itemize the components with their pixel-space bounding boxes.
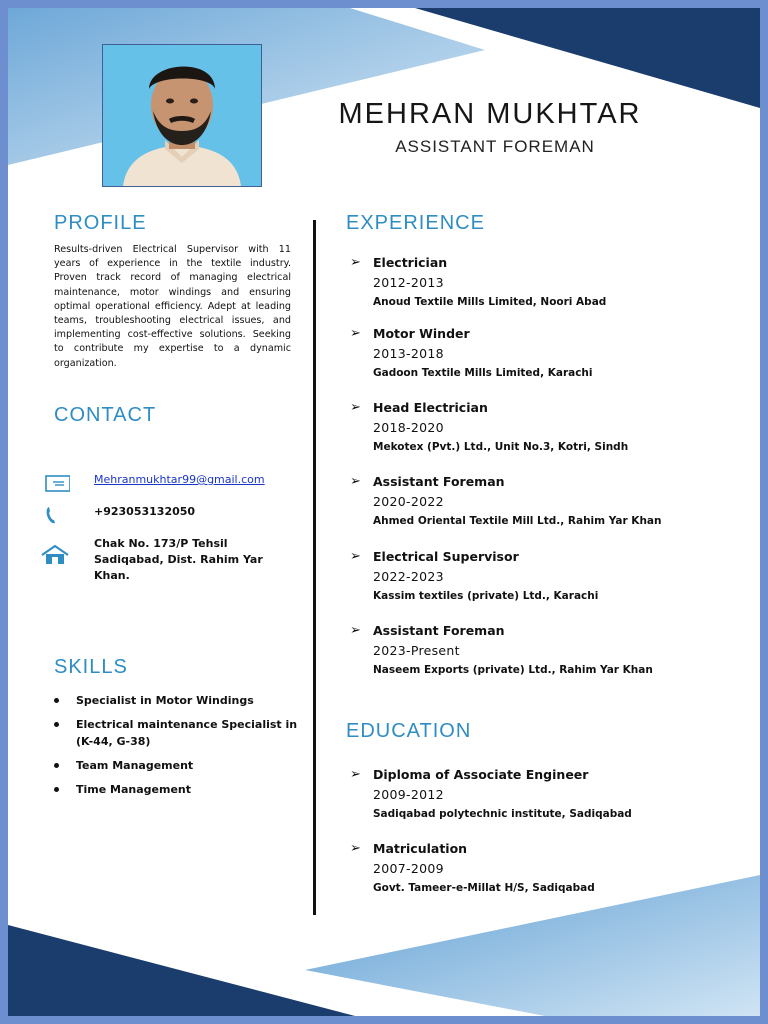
- person-portrait-icon: [103, 45, 261, 186]
- job-title: Assistant Foreman: [373, 474, 505, 489]
- profile-heading: PROFILE: [54, 212, 147, 234]
- arrow-bullet-icon: ➢: [350, 255, 361, 270]
- skills-heading: SKILLS: [54, 656, 128, 678]
- job-years: 2022-2023: [373, 569, 444, 584]
- candidate-role: ASSISTANT FOREMAN: [395, 137, 595, 156]
- job-company: Naseem Exports (private) Ltd., Rahim Yar Khan: [373, 664, 653, 676]
- degree-years: 2007-2009: [373, 861, 444, 876]
- phone-icon: [40, 504, 70, 526]
- job-company: Ahmed Oriental Textile Mill Ltd., Rahim Yar Khan: [373, 515, 662, 527]
- degree-institute: Sadiqabad polytechnic institute, Sadiqabad: [373, 808, 632, 820]
- degree-title: Diploma of Associate Engineer: [373, 767, 589, 782]
- job-company: Anoud Textile Mills Limited, Noori Abad: [373, 296, 607, 308]
- arrow-bullet-icon: ➢: [350, 623, 361, 638]
- experience-heading: EXPERIENCE: [346, 212, 485, 234]
- degree-title: Matriculation: [373, 841, 468, 856]
- skill-item: Team Management: [54, 757, 299, 774]
- email-link[interactable]: Mehranmukhtar99@gmail.com: [94, 473, 265, 486]
- job-title: Electrical Supervisor: [373, 549, 519, 564]
- job-years: 2018-2020: [373, 420, 444, 435]
- degree-years: 2009-2012: [373, 787, 444, 802]
- phone-number: +923053132050: [94, 505, 196, 518]
- job-years: 2023-Present: [373, 643, 460, 658]
- skills-list: [54, 692, 299, 805]
- job-title: Head Electrician: [373, 400, 488, 415]
- arrow-bullet-icon: ➢: [350, 400, 361, 415]
- skill-item: Specialist in Motor Windings: [54, 692, 299, 709]
- profile-photo: [102, 44, 262, 187]
- arrow-bullet-icon: ➢: [350, 549, 361, 564]
- education-heading: EDUCATION: [346, 720, 472, 742]
- job-company: Kassim textiles (private) Ltd., Karachi: [373, 590, 599, 602]
- arrow-bullet-icon: ➢: [350, 326, 361, 341]
- address-text: Chak No. 173/P Tehsil Sadiqabad, Dist. Rahim Yar Khan.: [94, 537, 263, 582]
- skill-item: Electrical maintenance Specialist in (K-44, G-38): [54, 716, 299, 750]
- job-title: Electrician: [373, 255, 448, 270]
- job-company: Gadoon Textile Mills Limited, Karachi: [373, 367, 593, 379]
- contact-heading: CONTACT: [54, 404, 157, 426]
- email-icon: [40, 472, 70, 494]
- degree-institute: Govt. Tameer-e-Millat H/S, Sadiqabad: [373, 882, 595, 894]
- column-divider: [313, 220, 316, 915]
- job-title: Motor Winder: [373, 326, 470, 341]
- job-title: Assistant Foreman: [373, 623, 505, 638]
- skill-item: Time Management: [54, 781, 299, 798]
- arrow-bullet-icon: ➢: [350, 841, 361, 856]
- home-icon: [40, 544, 70, 566]
- job-years: 2012-2013: [373, 275, 444, 290]
- job-years: 2013-2018: [373, 346, 444, 361]
- job-years: 2020-2022: [373, 494, 444, 509]
- candidate-name: MEHRAN MUKHTAR: [338, 98, 642, 130]
- arrow-bullet-icon: ➢: [350, 767, 361, 782]
- arrow-bullet-icon: ➢: [350, 474, 361, 489]
- job-company: Mekotex (Pvt.) Ltd., Unit No.3, Kotri, Sindh: [373, 441, 629, 453]
- profile-summary: Results-driven Electrical Supervisor with 11 years of experience in the textile industry. Proven track record of managing electrical maintenance, motor windings and ensuring optimal operational efficiency. Adept at leading teams, troubleshooting electrical issues, and implementing cost-effective solutions. Seeking to contribute my expertise to a dynamic organization.: [54, 244, 291, 369]
